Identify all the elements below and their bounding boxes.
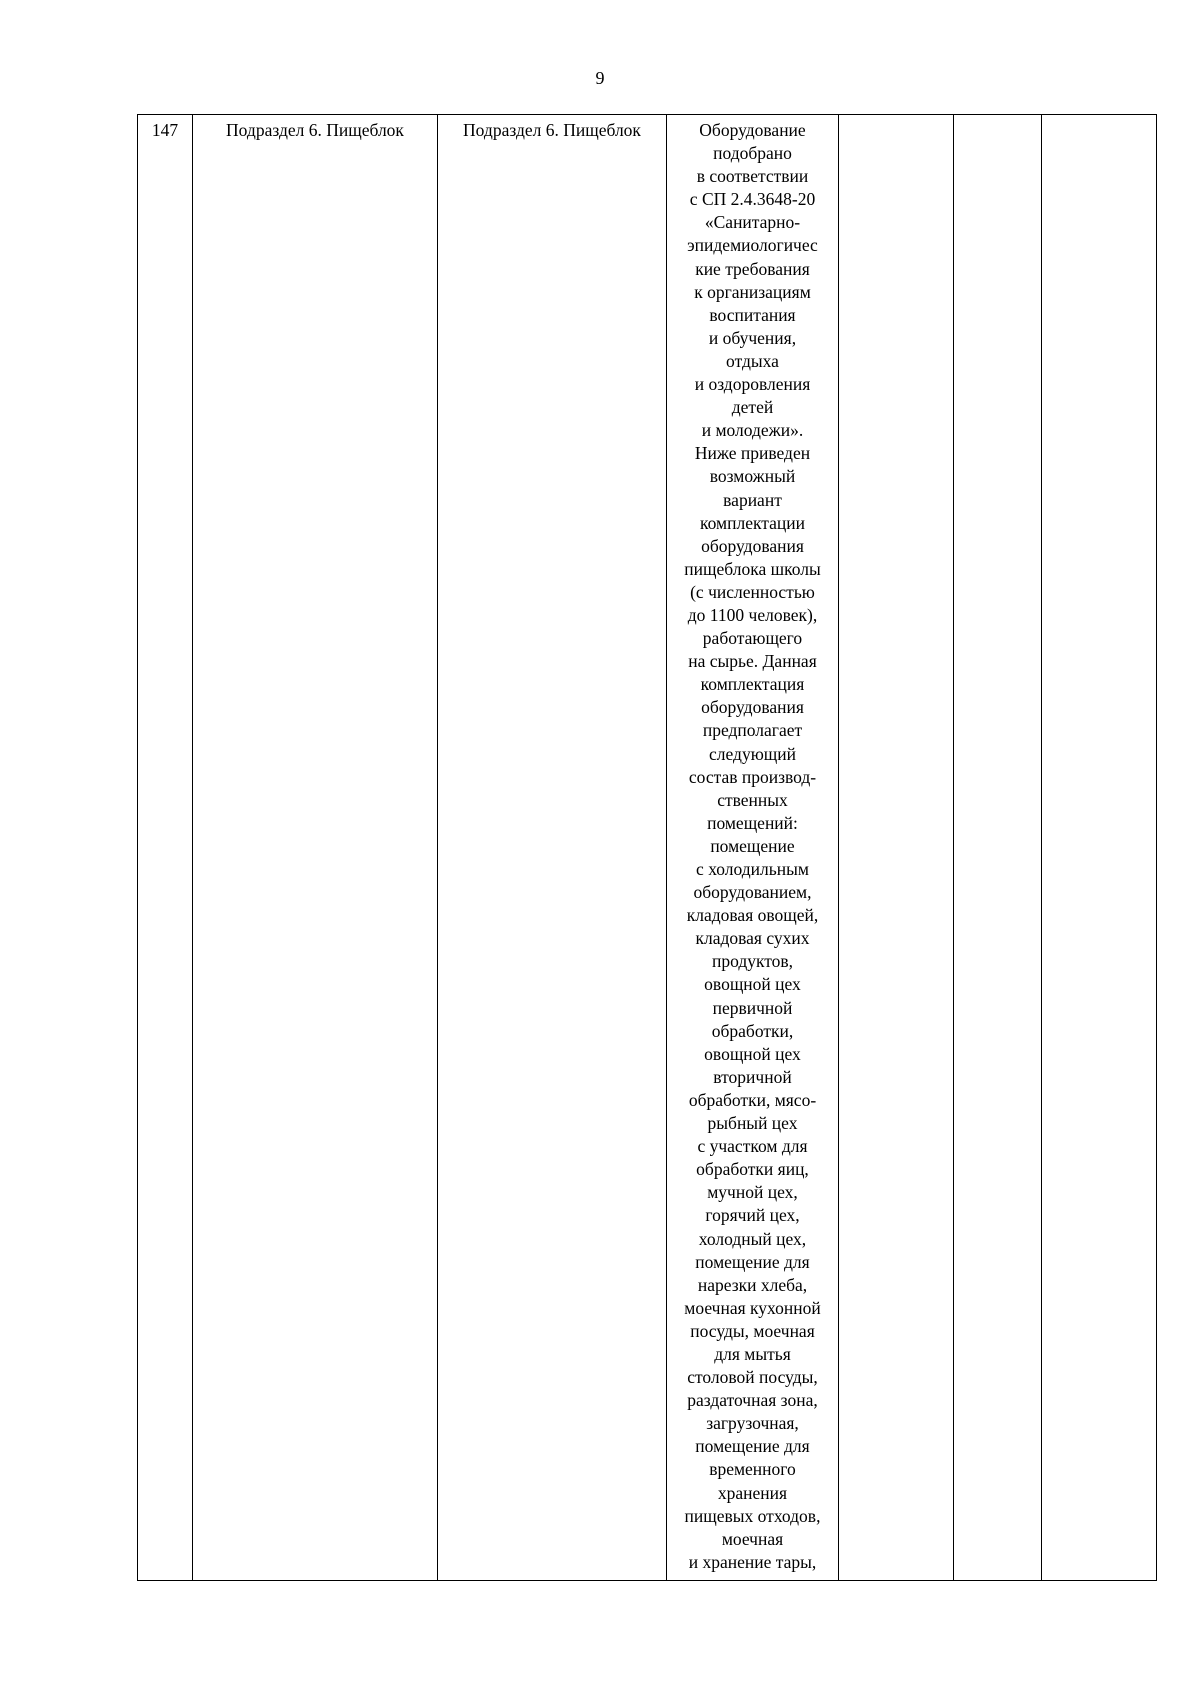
description-line: хранения xyxy=(717,1482,788,1503)
description-line: кие требования xyxy=(695,258,810,279)
description-line: помещений: xyxy=(707,812,798,833)
description-line: помещение xyxy=(710,835,795,856)
description-line: моечная xyxy=(721,1528,784,1549)
description-line: помещение для xyxy=(695,1251,810,1272)
document-table xyxy=(137,114,1157,1581)
description-line: отдыха xyxy=(726,350,779,371)
description-line: и оздоровления xyxy=(694,374,811,395)
empty-cell-5 xyxy=(839,115,954,1581)
description-line: первичной xyxy=(712,997,793,1018)
description-line: подобрано xyxy=(713,143,792,164)
description-line: с холодильным xyxy=(696,859,809,879)
description-cell xyxy=(667,115,839,1581)
description-line: загрузочная, xyxy=(706,1413,799,1434)
description-line: обработки, мясо- xyxy=(688,1089,817,1110)
description-line: воспитания xyxy=(709,304,796,325)
description-line: обработки, xyxy=(711,1020,794,1041)
description-line: моечная кухонной xyxy=(684,1297,821,1318)
description-line: раздаточная зона, xyxy=(687,1390,818,1411)
description-line: временного xyxy=(709,1459,796,1480)
description-line: предполагает xyxy=(702,720,803,741)
description-line: столовой посуды, xyxy=(687,1367,818,1388)
description-line: состав производ- xyxy=(688,766,817,787)
description-line: (с численностью xyxy=(690,581,815,602)
description-line: эпидемиологичес xyxy=(687,235,818,256)
description-line: кладовая сухих xyxy=(695,928,810,949)
description-line: для мытья xyxy=(714,1343,791,1364)
section-cell: Подраздел 6. Пищеблок xyxy=(193,115,438,1581)
description-line: комплектации xyxy=(700,512,805,533)
description-line: возможный xyxy=(709,466,796,487)
table-row xyxy=(138,115,1157,1581)
description-line: работающего xyxy=(702,628,803,649)
description-line: к организациям xyxy=(694,281,811,302)
description-line: горячий цех, xyxy=(705,1205,800,1226)
description-line: продуктов, xyxy=(711,951,794,972)
description-line: рыбный цех xyxy=(707,1113,798,1134)
subsection-cell: Подраздел 6. Пищеблок xyxy=(438,115,667,1581)
description-line: мучной цех, xyxy=(707,1182,798,1203)
description-line: с СП 2.4.3648-20 xyxy=(689,189,816,210)
row-number-cell: 147 xyxy=(138,115,193,1581)
description-line: с участком для xyxy=(697,1136,808,1157)
empty-cell-7 xyxy=(1042,115,1157,1581)
description-line: «Санитарно- xyxy=(704,212,801,233)
description-line: кладовая овощей, xyxy=(686,905,819,926)
description-line: оборудованием, xyxy=(693,882,812,903)
description-line: овощной цех xyxy=(704,1043,801,1064)
description-line: на сырье. Данная xyxy=(688,651,817,672)
description-line: оборудования xyxy=(701,535,804,556)
description-line: и обучения, xyxy=(708,327,797,348)
description-line: детей xyxy=(731,397,774,418)
description-line: до 1100 человек), xyxy=(687,604,818,625)
description-line: посуды, моечная xyxy=(690,1320,815,1341)
description-line: ственных xyxy=(717,789,788,810)
empty-cell-6 xyxy=(954,115,1042,1581)
description-line: овощной цех xyxy=(704,974,801,995)
description-line: и хранение тары, xyxy=(688,1551,817,1572)
description-line: холодный цех, xyxy=(698,1228,807,1249)
description-line: и молодежи». xyxy=(701,420,804,441)
description-line: Оборудование xyxy=(699,120,806,140)
description-line: нарезки хлеба, xyxy=(697,1274,808,1295)
description-line: обработки яиц, xyxy=(696,1159,809,1180)
description-line: комплектация xyxy=(700,674,805,695)
description-line: помещение для xyxy=(695,1436,810,1457)
description-line: пищеблока школы xyxy=(684,558,821,579)
description-line: следующий xyxy=(709,743,796,764)
description-line: Ниже приведен xyxy=(694,443,811,464)
description-line: пищевых отходов, xyxy=(684,1505,821,1526)
description-line: в соответствии xyxy=(696,166,809,187)
page-number: 9 xyxy=(595,68,605,88)
description-line: вариант xyxy=(723,489,782,510)
description-line: вторичной xyxy=(713,1066,792,1087)
description-line: оборудования xyxy=(701,697,804,718)
